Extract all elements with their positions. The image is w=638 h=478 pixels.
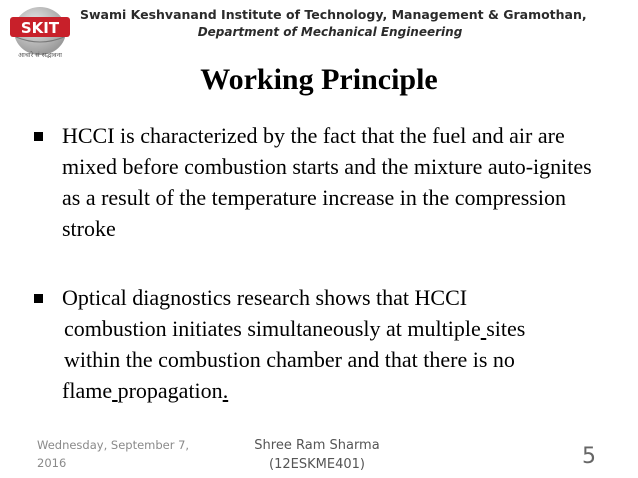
institution-logo <box>6 5 74 61</box>
slide-header <box>80 6 587 41</box>
author-name: Shree Ram Sharma <box>254 438 380 453</box>
bullet-line-part: combustion initiates simultaneously at multiple <box>64 316 481 341</box>
bullet-square-icon <box>34 294 43 303</box>
author-roll: (12ESKME401) <box>269 457 365 472</box>
institution-name: Swami Keshvanand Institute of Technology, Management & Gramothan, <box>80 7 587 22</box>
bullet-line <box>62 378 228 403</box>
logo-text: SKIT <box>20 19 60 37</box>
bullet-line-part: . <box>222 378 229 403</box>
bullet-line <box>64 313 604 344</box>
footer-date-line: 2016 <box>37 456 67 470</box>
bullet-line-part: flame <box>62 378 113 403</box>
page-number: 5 <box>582 444 596 469</box>
footer-author <box>232 436 402 474</box>
footer-date-line: Wednesday, September 7, <box>37 438 190 452</box>
bullet-item <box>34 282 604 406</box>
bullet-line-part: propagation <box>117 378 223 403</box>
bullet-square-icon <box>34 132 43 141</box>
bullet-line: within the combustion chamber and that there is no <box>64 347 515 372</box>
footer-date <box>37 436 189 472</box>
bullet-line: Optical diagnostics research shows that HCCI <box>62 285 468 310</box>
bullet-line-part: sites <box>486 316 526 341</box>
logo-tagline: आचारे सं सद्भावना <box>18 51 62 59</box>
bullet-text: HCCI is characterized by the fact that the fuel and air are mixed before combustion starts and the mixture auto-ignites as a result of the temperature increase in the compression stroke <box>62 123 592 241</box>
slide-title: Working Principle <box>200 63 438 96</box>
bullet-text <box>62 282 604 406</box>
bullet-item <box>34 120 604 244</box>
department-name: Department of Mechanical Engineering <box>197 25 463 39</box>
